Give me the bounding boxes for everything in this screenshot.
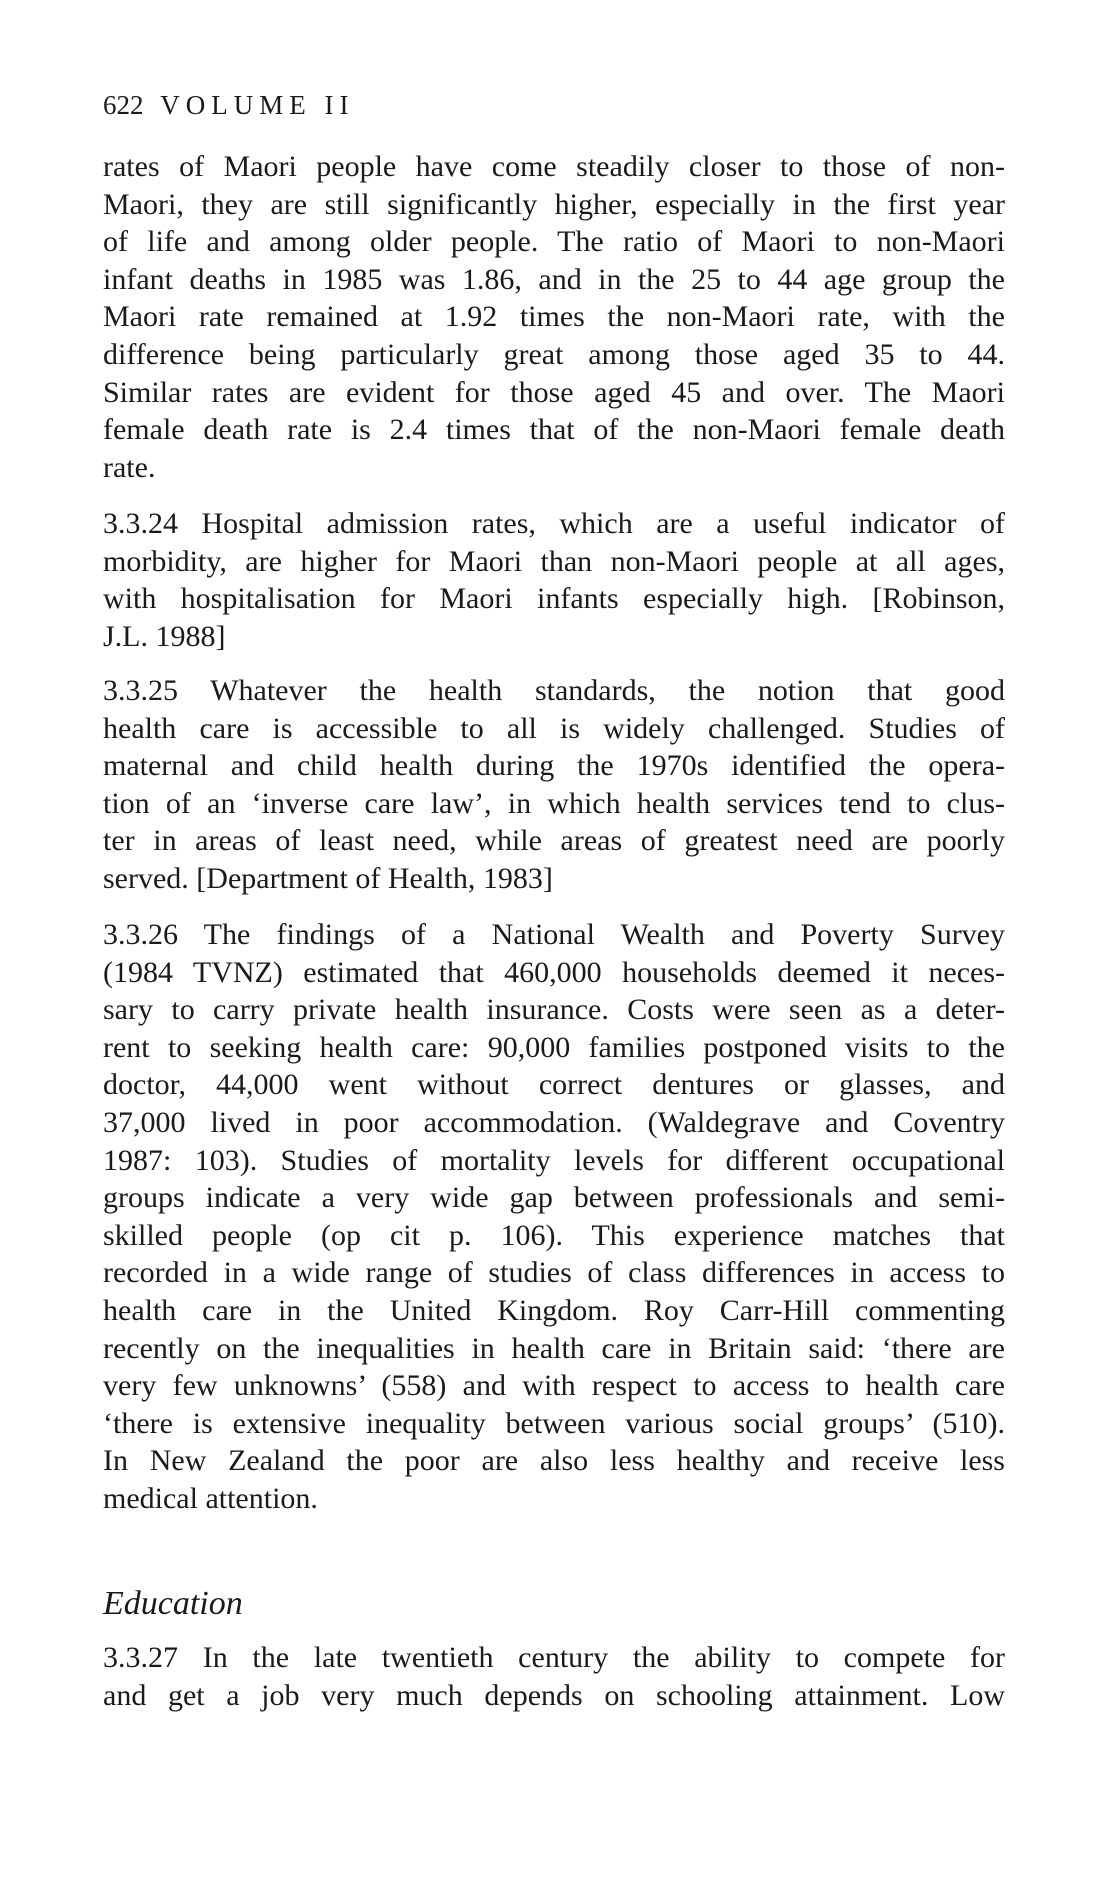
text-line: Maori rate remained at 1.92 times the non-Maori rate, with the (103, 300, 1005, 334)
paragraph-continuation (103, 148, 1005, 486)
text-line: health care is accessible to all is widely challenged. Studies of (103, 711, 1005, 745)
text-line: difference being particularly great among those aged 35 to 44. (103, 337, 1005, 371)
text-line: Similar rates are evident for those aged 45 and over. The Maori (103, 375, 1005, 409)
text-line: 3.3.25 Whatever the health standards, the notion that good (103, 674, 1005, 707)
text-line: J.L. 1988] (103, 619, 226, 653)
text-line: Maori, they are still significantly higher, especially in the first year (103, 187, 1005, 221)
text-line: maternal and child health during the 1970s identified the opera- (103, 749, 1005, 783)
text-line: ‘there is extensive inequality between various social groups’ (510). (103, 1406, 1005, 1440)
text-line: rent to seeking health care: 90,000 families postponed visits to the (103, 1030, 1005, 1064)
text-line: female death rate is 2.4 times that of the non-Maori female death (103, 413, 1005, 447)
paragraph-3-3-24 (103, 505, 1005, 655)
text-line: groups indicate a very wide gap between professionals and semi- (103, 1181, 1005, 1215)
text-line: recently on the inequalities in health care in Britain said: ‘there are (103, 1331, 1005, 1365)
page-number: 622 (103, 90, 144, 120)
text-line: medical attention. (103, 1481, 318, 1515)
text-line: recorded in a wide range of studies of class differences in access to (103, 1256, 1005, 1290)
text-line: 1987: 103). Studies of mortality levels for different occupational (103, 1143, 1005, 1177)
running-head (103, 86, 354, 124)
text-line: In New Zealand the poor are also less healthy and receive less (103, 1444, 1005, 1478)
volume-label: VOLUME II (160, 90, 355, 120)
section-heading-education: Education (103, 1585, 243, 1622)
paragraph-3-3-27 (103, 1639, 1005, 1714)
text-line: morbidity, are higher for Maori than non-Maori people at all ages, (103, 544, 1005, 578)
paragraph-3-3-25 (103, 672, 1005, 898)
text-line: and get a job very much depends on schooling attainment. Low (103, 1678, 1005, 1712)
text-line: rates of Maori people have come steadily closer to those of non- (103, 150, 1005, 183)
text-line: with hospitalisation for Maori infants especially high. [Robinson, (103, 582, 1005, 616)
text-line: 3.3.26 The findings of a National Wealth and Poverty Survey (103, 918, 1005, 951)
text-line: (1984 TVNZ) estimated that 460,000 households deemed it neces- (103, 955, 1005, 989)
text-line: doctor, 44,000 went without correct dentures or glasses, and (103, 1068, 1005, 1102)
text-line: 3.3.24 Hospital admission rates, which are a useful indicator of (103, 507, 1005, 540)
text-line: ter in areas of least need, while areas of greatest need are poorly (103, 824, 1005, 858)
text-line: very few unknowns’ (558) and with respect to access to health care (103, 1369, 1005, 1403)
text-line: health care in the United Kingdom. Roy Carr-Hill commenting (103, 1293, 1005, 1327)
text-line: of life and among older people. The ratio of Maori to non-Maori (103, 225, 1005, 259)
text-line: rate. (103, 450, 156, 484)
text-line: sary to carry private health insurance. Costs were seen as a deter- (103, 993, 1005, 1027)
text-line: skilled people (op cit p. 106). This experience matches that (103, 1218, 1005, 1252)
text-line: infant deaths in 1985 was 1.86, and in the 25 to 44 age group the (103, 262, 1005, 296)
text-line: 3.3.27 In the late twentieth century the ability to compete for (103, 1641, 1005, 1674)
text-line: served. [Department of Health, 1983] (103, 861, 553, 895)
text-line: tion of an ‘inverse care law’, in which health services tend to clus- (103, 786, 1005, 820)
text-line: 37,000 lived in poor accommodation. (Waldegrave and Coventry (103, 1105, 1005, 1139)
paragraph-3-3-26 (103, 916, 1005, 1518)
